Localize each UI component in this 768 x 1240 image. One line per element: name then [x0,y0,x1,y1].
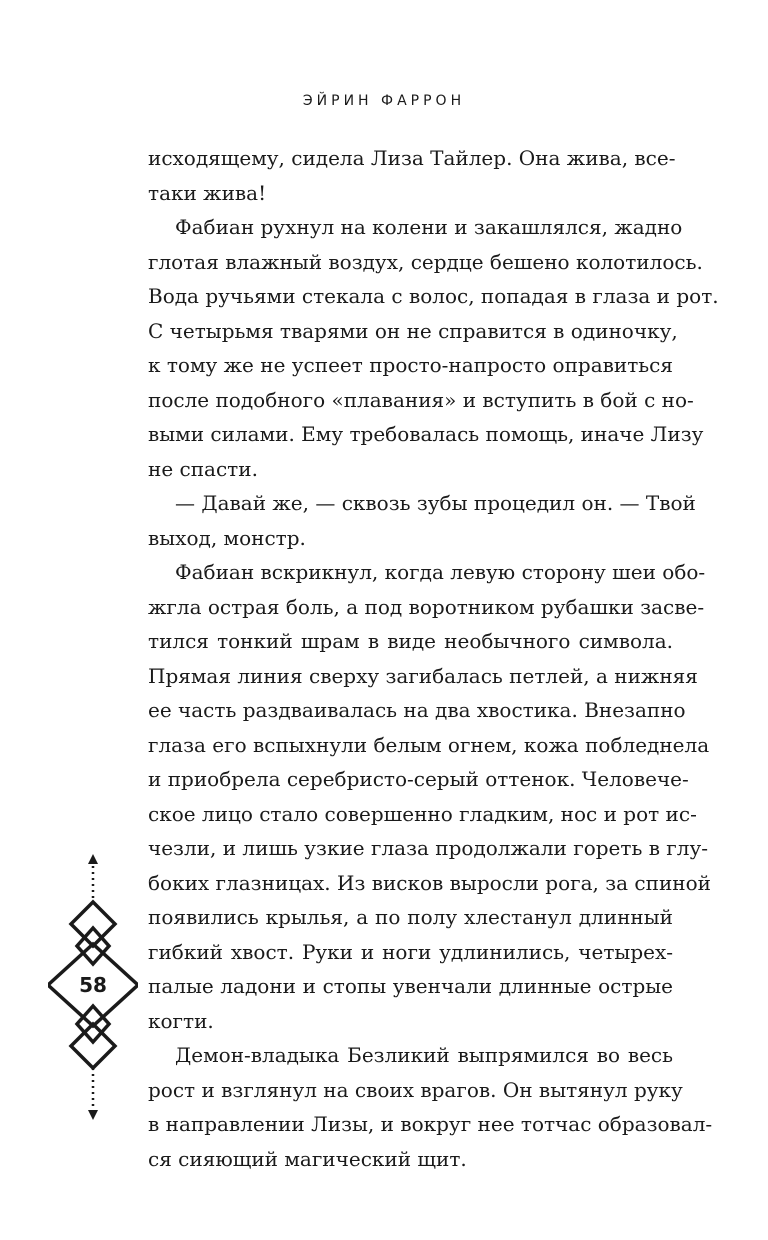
text-line: Прямая линия сверху загибалась петлей, а нижняя [148,663,698,688]
text-line: ся сияющий магический щит. [148,1146,467,1171]
text-line: жгла острая боль, а под воротником рубашки засве- [148,594,705,619]
page-number: 58 [79,973,107,997]
text-line: чезли, и лишь узкие глаза продолжали гореть в глу- [148,836,709,860]
text-line: исходящему, сидела Лиза Тайлер. Она жива, все- [148,146,676,170]
text-line: — Давай же, — сквозь зубы процедил он. — Твой [175,491,696,515]
text-line: палые ладони и стопы увенчали длинные острые [148,974,673,998]
body-text [148,141,719,1176]
text-line: ское лицо стало совершенно гладким, нос и рот ис- [148,801,697,826]
text-line: в направлении Лизы, и вокруг нее тотчас образовал- [148,1112,713,1136]
text-line: глотая влажный воздух, сердце бешено колотилось. [148,249,703,274]
text-line: появились крылья, а по полу хлестанул длинный [148,905,673,929]
text-line: глаза его вспыхнули белым огнем, кожа побледнела [148,732,710,757]
text-line: к тому же не успеет просто-напросто оправиться [148,353,673,377]
page-number-ornament [48,852,138,1122]
text-line: когти. [148,1008,214,1033]
text-line: Фабиан вскрикнул, когда левую сторону шеи обо- [175,560,706,584]
text-line: ее часть раздваивалась на два хвостика. Внезапно [148,698,686,722]
text-line: Вода ручьями стекала с волос, попадая в глаза и рот. [148,284,719,308]
text-line: рост и взглянул на своих врагов. Он вытянул руку [148,1077,683,1102]
text-line: боких глазницах. Из висков выросли рога, за спиной [148,870,711,895]
text-line: С четырьмя тварями он не справится в одиночку, [148,318,678,343]
text-line: после подобного «плавания» и вступить в бой с но- [148,387,694,412]
text-line: таки жива! [148,180,267,205]
text-line: Демон-владыка Безликий выпрямился во весь [175,1043,673,1067]
text-line: выход, монстр. [148,525,306,550]
text-line: Фабиан рухнул на колени и закашлялся, жадно [175,215,683,239]
text-line: выми силами. Ему требовалась помощь, иначе Лизу [148,422,704,446]
text-line: не спасти. [148,456,258,481]
text-line: гибкий хвост. Руки и ноги удлинились, четырех- [148,939,673,964]
text-line: и приобрела серебристо-серый оттенок. Человече- [148,767,689,791]
text-line: тился тонкий шрам в виде необычного символа. [148,629,673,653]
running-head-author: ЭЙРИН ФАРРОН [302,93,466,109]
